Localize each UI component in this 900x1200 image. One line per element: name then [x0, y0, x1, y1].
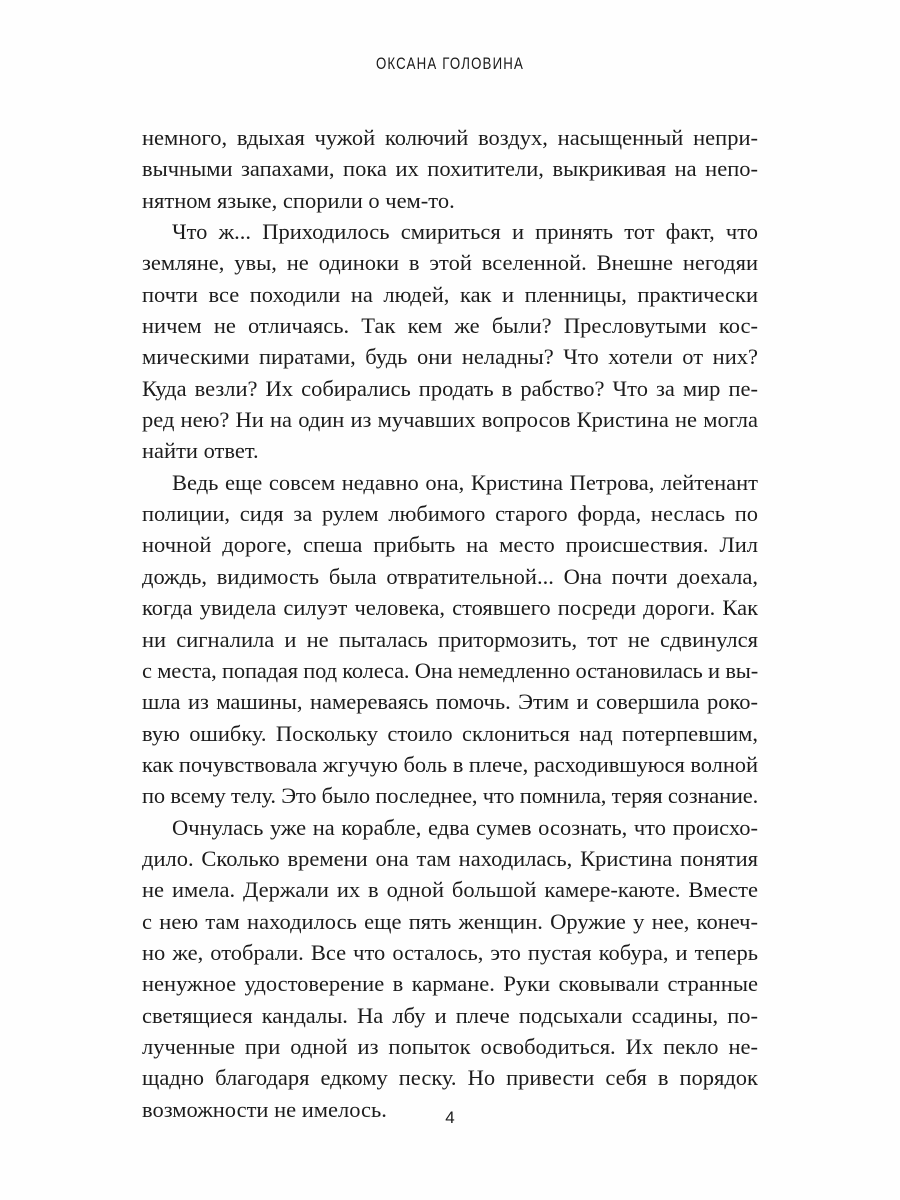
text-line: лученные при одной из попыток освободиться. Их пекло не-: [142, 1033, 758, 1059]
running-head-author: ОКСАНА ГОЛОВИНА: [375, 54, 525, 73]
text-line: щадно благодаря едкому песку. Но привести себя в порядок: [142, 1065, 758, 1091]
body-text: [142, 122, 758, 1125]
text-line: земляне, увы, не одиноки в этой вселенной. Внешне негодяи: [142, 250, 758, 276]
paragraph: [142, 216, 758, 467]
text-line: с места, попадая под колеса. Она немедленно остановилась и вы-: [142, 657, 758, 683]
text-line: светящиеся кандалы. На лбу и плече подсыхали ссадины, по-: [142, 1002, 758, 1028]
paragraph: [142, 812, 758, 1125]
text-line: дождь, видимость была отвратительной... Она почти доехала,: [142, 563, 758, 589]
text-line: возможности не имелось.: [142, 1096, 387, 1122]
text-line: Что ж... Приходилось смириться и принять тот факт, что: [172, 219, 758, 245]
text-line: Очнулась уже на корабле, едва сумев осознать, что происхо-: [172, 814, 758, 840]
text-line: вую ошибку. Поскольку стоило склониться над потерпевшим,: [142, 720, 758, 746]
text-line: не имела. Держали их в одной большой камере-каюте. Вместе: [142, 877, 758, 903]
text-line: ненужное удостоверение в кармане. Руки сковывали странные: [142, 971, 758, 997]
text-line: Куда везли? Их собирались продать в рабство? Что за мир пе-: [142, 375, 758, 401]
text-line: когда увидела силуэт человека, стоявшего посреди дороги. Как: [142, 595, 758, 621]
text-line: ночной дороге, спеша прибыть на место происшествия. Лил: [142, 532, 758, 558]
paragraph: [142, 122, 758, 216]
text-line: дило. Сколько времени она там находилась, Кристина понятия: [142, 845, 758, 871]
text-line: но же, отобрали. Все что осталось, это пустая кобура, и теперь: [142, 939, 758, 965]
text-line: по всему телу. Это было последнее, что помнила, теряя сознание.: [142, 783, 758, 809]
text-line: ни сигналила и не пыталась притормозить, тот не сдвинулся: [142, 626, 758, 652]
text-line: нятном языке, спорили о чем-то.: [142, 187, 455, 213]
text-line: вычными запахами, пока их похитители, выкрикивая на непо-: [142, 156, 758, 182]
text-line: мическими пиратами, будь они неладны? Что хотели от них?: [142, 344, 758, 370]
page-number: 4: [445, 1108, 455, 1127]
text-line: найти ответ.: [142, 438, 259, 464]
text-line: с нею там находилось еще пять женщин. Оружие у нее, конеч-: [142, 908, 758, 934]
text-line: как почувствовала жгучую боль в плече, расходившуюся волной: [142, 751, 758, 777]
text-line: ничем не отличаясь. Так кем же были? Пресловутыми кос-: [142, 313, 758, 339]
text-line: почти все походили на людей, как и пленницы, практически: [142, 281, 758, 307]
text-line: шла из машины, намереваясь помочь. Этим и совершила роко-: [142, 689, 758, 715]
text-line: немного, вдыхая чужой колючий воздух, насыщенный непри-: [142, 125, 758, 150]
text-line: ред нею? Ни на один из мучавших вопросов Кристина не могла: [142, 407, 758, 433]
text-line: Ведь еще совсем недавно она, Кристина Петрова, лейтенант: [172, 469, 758, 495]
text-line: полиции, сидя за рулем любимого старого форда, неслась по: [142, 501, 758, 527]
paragraph: [142, 467, 758, 812]
